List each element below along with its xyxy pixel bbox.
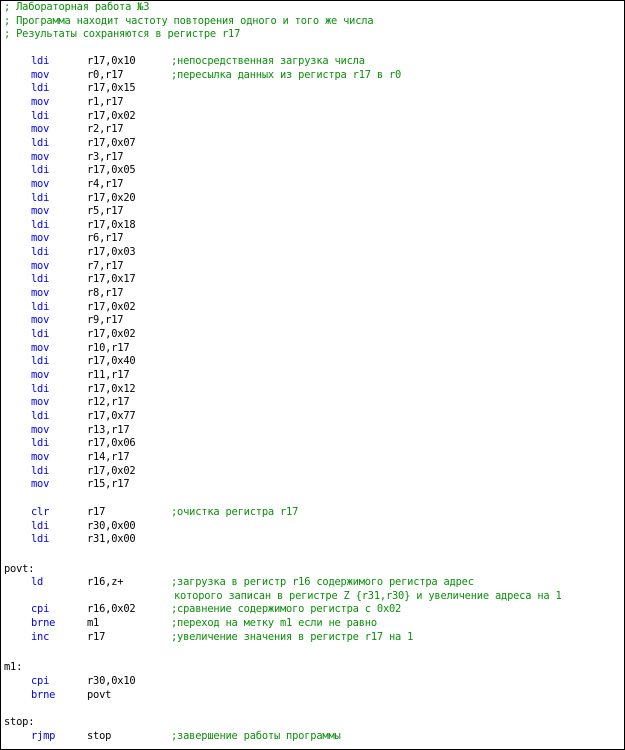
instruction-operands: r30,0x00 [87,519,136,532]
code-line [1,260,621,274]
instruction-mnemonic: mov [31,368,50,381]
instruction-mnemonic: ldi [31,382,50,395]
instruction-operands: r3,r17 [87,150,124,163]
instruction-operands: r17,0x06 [87,437,136,450]
inline-comment: ;пересылка данных из регистра r17 в r0 [171,68,402,81]
code-line [1,520,621,534]
instruction-mnemonic: mov [31,478,50,491]
code-line [1,287,621,301]
instruction-mnemonic: ld [31,576,44,588]
instruction-operands: r17,0x02 [87,464,136,477]
instruction-operands: r0,r17 [87,68,124,81]
code-line [1,355,621,369]
instruction-mnemonic: ldi [31,246,50,259]
instruction-mnemonic: mov [31,68,50,81]
code-line [1,689,621,703]
instruction-operands: r17,0x40 [87,355,136,368]
instruction-operands: stop [87,730,112,742]
code-line [1,410,621,424]
code-line [1,506,621,520]
instruction-mnemonic: mov [31,232,50,245]
code-line [1,123,621,137]
instruction-mnemonic: inc [31,630,50,643]
code-line [1,424,621,438]
instruction-mnemonic: ldi [31,533,50,546]
inline-comment: ;очистка регистра r17 [171,506,299,518]
code-line [1,730,621,744]
code-line [1,314,621,328]
code-line [1,69,621,83]
inline-comment: ;непосредственная загрузка числа [171,55,365,67]
code-line [1,301,621,315]
instruction-operands: r15,r17 [87,478,130,491]
instruction-operands: r11,r17 [87,368,130,381]
instruction-operands: r13,r17 [87,423,130,436]
instruction-mnemonic: cpi [31,603,50,616]
instruction-mnemonic: ldi [31,136,50,149]
code-line [1,383,621,397]
instruction-operands: r16,z+ [87,576,124,588]
instruction-mnemonic: ldi [31,328,50,340]
code-line [1,82,621,96]
instruction-operands: r10,r17 [87,341,130,354]
code-line [1,205,621,219]
code-line [1,328,621,342]
code-line [1,96,621,110]
instruction-mnemonic: ldi [31,355,50,368]
instruction-mnemonic: mov [31,150,50,163]
instruction-operands: r17,0x02 [87,109,136,122]
instruction-operands: r17,0x03 [87,246,136,259]
instruction-operands: r17,0x12 [87,382,136,395]
instruction-mnemonic: ldi [31,437,50,450]
code-line [1,273,621,287]
instruction-mnemonic: mov [31,314,50,327]
code-line [1,631,621,645]
code-line [1,533,621,547]
code-line [1,675,621,689]
instruction-mnemonic: mov [31,205,50,218]
code-line [1,110,621,124]
instruction-operands: r17,0x02 [87,300,136,313]
instruction-mnemonic: ldi [31,164,50,177]
instruction-mnemonic: mov [31,396,50,409]
instruction-mnemonic: mov [31,177,50,190]
instruction-operands: r9,r17 [87,314,124,327]
inline-comment: ;увеличение значения в регистре r17 на 1 [171,630,414,643]
code-line [1,55,621,69]
instruction-mnemonic: ldi [31,191,50,204]
inline-comment: ;загрузка в регистр r16 содержимого регистра адрес [171,576,474,588]
comment-line: ; Лабораторная работа №3 [4,1,150,13]
code-line [1,590,621,604]
instruction-mnemonic: mov [31,259,50,272]
instruction-mnemonic: mov [31,287,50,300]
instruction-mnemonic: rjmp [31,730,56,742]
instruction-operands: r30,0x10 [87,675,136,687]
code-line [1,246,621,260]
code-line [1,465,621,479]
instruction-operands: r16,0x02 [87,603,136,616]
instruction-mnemonic: cpi [31,675,50,687]
instruction-mnemonic: ldi [31,82,50,95]
code-line [1,369,621,383]
inline-comment: ;переход на метку m1 если не равно [171,617,377,630]
inline-comment: ;сравнение содержимого регистра с 0x02 [171,603,402,616]
instruction-mnemonic: ldi [31,519,50,532]
instruction-mnemonic: brne [31,617,56,630]
instruction-mnemonic: mov [31,450,50,463]
code-line [1,603,621,617]
instruction-operands: r17,0x17 [87,273,136,286]
code-line [1,232,621,246]
label-m1: m1: [4,661,23,673]
instruction-mnemonic: mov [31,423,50,436]
instruction-operands: r31,0x00 [87,533,136,546]
code-line [1,451,621,465]
instruction-operands: r6,r17 [87,232,124,245]
instruction-mnemonic: ldi [31,218,50,231]
instruction-operands: r17,0x15 [87,82,136,95]
instruction-mnemonic: ldi [31,273,50,286]
code-line [1,192,621,206]
instruction-operands: r17,0x20 [87,191,136,204]
instruction-mnemonic: ldi [31,409,50,422]
instruction-operands: r17,0x02 [87,328,136,340]
instruction-mnemonic: mov [31,95,50,108]
instruction-operands: r17 [87,506,106,518]
instruction-operands: r12,r17 [87,396,130,409]
code-line [1,151,621,165]
instruction-operands: m1 [87,617,100,630]
instruction-mnemonic: ldi [31,300,50,313]
instruction-mnemonic: mov [31,341,50,354]
instruction-operands: r17,0x07 [87,136,136,149]
comment-continuation: которого записан в регистре Z {r31,r30} и увеличение адреса на 1 [174,589,562,602]
instruction-operands: r8,r17 [87,287,124,300]
code-line [1,342,621,356]
code-line [1,396,621,410]
instruction-operands: r14,r17 [87,450,130,463]
instruction-operands: r17,0x18 [87,218,136,231]
instruction-operands: r17,0x77 [87,409,136,422]
instruction-mnemonic: ldi [31,109,50,122]
code-line [1,219,621,233]
instruction-mnemonic: clr [31,506,50,518]
instruction-operands: r17,0x10 [87,55,136,67]
code-line [1,437,621,451]
label-stop: stop: [4,716,35,728]
code-line [1,478,621,492]
code-line [1,617,621,631]
instruction-operands: r17 [87,630,106,643]
instruction-operands: r1,r17 [87,95,124,108]
instruction-operands: r2,r17 [87,123,124,136]
comment-line: ; Результаты сохраняются в регистре r17 [4,28,241,41]
code-line [1,137,621,151]
instruction-mnemonic: brne [31,688,56,701]
code-line [1,576,621,590]
instruction-operands: r4,r17 [87,177,124,190]
instruction-mnemonic: ldi [31,55,50,67]
inline-comment: ;завершение работы программы [171,730,341,742]
label-povt: povt: [4,563,35,575]
instruction-operands: r7,r17 [87,259,124,272]
instruction-operands: povt [87,688,112,701]
comment-line: ; Программа находит частоту повторения одного и того же числа [4,14,374,27]
instruction-mnemonic: mov [31,123,50,136]
code-line [1,164,621,178]
code-line [1,178,621,192]
instruction-mnemonic: ldi [31,464,50,477]
instruction-operands: r17,0x05 [87,164,136,177]
instruction-operands: r5,r17 [87,205,124,218]
